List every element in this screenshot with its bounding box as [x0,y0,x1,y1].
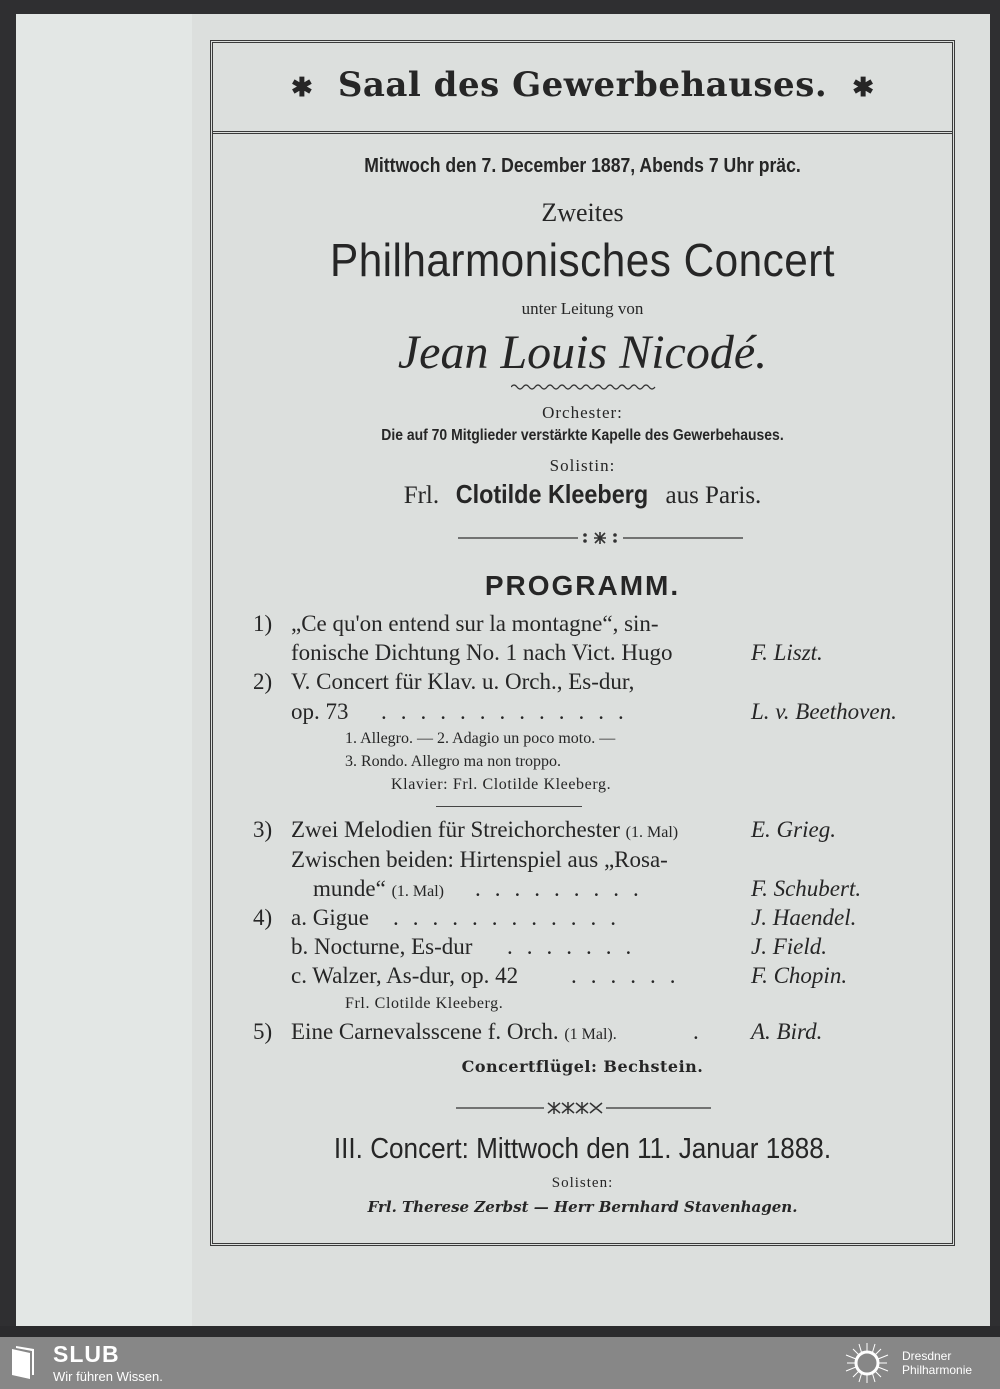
direction-label: unter Leitung von [521,299,644,318]
program-item-5 [253,1019,913,1047]
item-title: c. Walzer, As-dur, op. 42 [291,963,519,988]
composer: J. Haendel. [751,905,857,930]
dresdner-philharmonie-logo-icon[interactable] [843,1341,891,1385]
program-item-2-cont [253,699,913,727]
divider-rule [436,806,582,807]
program-heading: PROGRAMM. [484,570,681,601]
movements-line-1: 1. Allegro. — 2. Adagio un poco moto. — [345,730,616,747]
item-title: a. Gigue [291,905,369,930]
next-soloists: Frl. Therese Zerbst — Herr Bernhard Stavenhagen. [367,1198,798,1216]
program-item-3-cont [253,847,913,875]
first-performance-note: (1. Mal) [391,883,444,900]
item-number: 5) [253,1019,273,1044]
conductor-name: Jean Louis Nicodé. [397,326,768,379]
item-number: 4) [253,905,273,930]
asterisk-ornament-icon: ✱ [291,73,313,103]
item-2-performer: Klavier: Frl. Clotilde Kleeberg. [391,776,612,793]
item-4-performer: Frl. Clotilde Kleeberg. [345,995,504,1012]
venue-title: Saal des Gewerbehauses. [337,65,828,105]
program-frame [210,40,955,1246]
item-title-text: munde“ [313,876,386,901]
blank-paper-margin [16,14,192,1326]
first-performance-note: (1. Mal) [625,824,679,841]
dot-leader: ....... [507,934,646,959]
orchestra-name: Die auf 70 Mitglieder verstärkte Kapelle des Gewerbehauses. [381,427,784,444]
program-item-1 [253,611,913,639]
slub-tagline: Wir führen Wissen. [53,1369,163,1384]
next-soloists-label: Solisten: [551,1175,614,1191]
item-title: fonische Dichtung No. 1 nach Vict. Hugo [291,640,673,665]
item-title [291,817,678,843]
venue-header [213,43,952,134]
soloist-name: Clotilde Kleeberg [456,479,649,509]
composer: F. Schubert. [751,876,862,901]
item-title [313,876,444,902]
item-title-text: Zwei Melodien für Streichorchester [291,817,620,842]
program-item-4c [253,963,913,991]
soloist-prefix: Frl. [403,482,440,509]
item-number: 1) [253,611,273,636]
piano-note: Concertflügel: Bechstein. [461,1057,704,1076]
orchestra-label: Orchester: [542,403,623,422]
composer: F. Liszt. [751,640,823,665]
composer: F. Chopin. [751,963,848,988]
dot-leader: ............ [393,905,630,930]
composer: J. Field. [751,934,827,959]
item-number: 3) [253,817,273,842]
item-title-text: Eine Carnevalsscene f. Orch. [291,1019,559,1044]
soloist-label: Solistin: [549,456,616,475]
program-item-4a [253,905,913,933]
item-title: b. Nocturne, Es-dur [291,934,473,959]
item-title: „Ce qu'on entend sur la montagne“, sin- [291,611,659,636]
logo-line-2: Philharmonie [902,1363,973,1377]
item-title: Zwischen beiden: Hirtenspiel aus „Rosa- [291,847,668,872]
wavy-rule-ornament-icon [511,383,659,391]
dot-leader: ......... [475,876,653,901]
item-title: V. Concert für Klav. u. Orch., Es-dur, [291,669,635,694]
divider-ornament-icon [456,1101,711,1115]
program-item-1-cont [253,640,913,668]
logo-line-1: Dresdner [902,1349,952,1363]
soloist-line [213,479,952,510]
item-title [291,1019,617,1045]
program-item-2 [253,669,913,697]
next-concert: III. Concert: Mittwoch den 11. Januar 1888. [333,1133,832,1165]
dresdner-philharmonie-text[interactable] [902,1349,972,1377]
dot-leader: . [693,1019,713,1044]
composer: E. Grieg. [751,817,836,842]
program-item-4b [253,934,913,962]
scan-border [0,1326,1000,1337]
concert-title: Philharmonisches Concert [330,234,835,286]
slub-book-icon [8,1345,36,1381]
asterisk-ornament-icon: ✱ [852,73,874,103]
program-item-3 [253,817,913,845]
concert-ordinal: Zweites [541,198,624,227]
program-item-3-cont2 [253,876,913,904]
date-line: Mittwoch den 7. December 1887, Abends 7 Uhr präc. [364,155,801,177]
composer: L. v. Beethoven. [751,699,897,724]
soloist-origin: aus Paris. [665,482,762,509]
item-title: op. 73 [291,699,349,724]
slub-logo-text[interactable]: SLUB [53,1341,120,1367]
dot-leader: ...... [571,963,690,988]
movements-line-2: 3. Rondo. Allegro ma non troppo. [345,753,561,770]
item-number: 2) [253,669,273,694]
dot-leader: ............. [381,699,638,724]
composer: A. Bird. [751,1019,823,1044]
first-performance-note: (1 Mal). [564,1026,617,1043]
footer-bar [0,1337,1000,1389]
divider-ornament-icon [458,530,743,546]
